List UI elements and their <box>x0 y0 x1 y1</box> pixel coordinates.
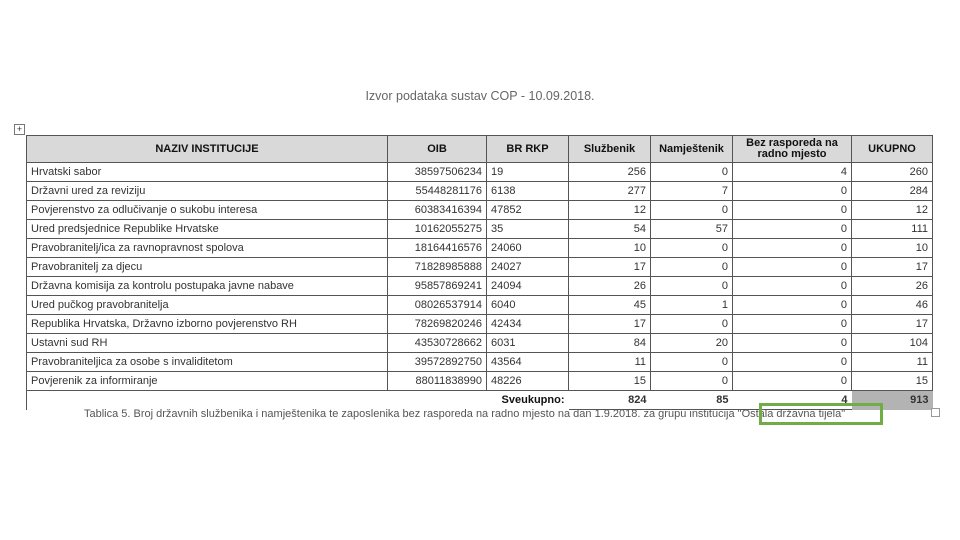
cell-sluzbenik: 256 <box>569 163 651 182</box>
data-source-note: Izvor podataka sustav COP - 10.09.2018. <box>365 89 595 103</box>
cell-sluzbenik: 54 <box>569 220 651 239</box>
cell-namjestenik: 0 <box>651 239 733 258</box>
cell-naziv: Hrvatski sabor <box>27 163 388 182</box>
cell-rkp: 6040 <box>487 296 569 315</box>
cell-rkp: 48226 <box>487 372 569 391</box>
cell-sluzbenik: 17 <box>569 315 651 334</box>
table-row <box>27 353 933 372</box>
cell-sluzbenik: 26 <box>569 277 651 296</box>
header-oib: OIB <box>388 136 487 163</box>
cell-naziv: Ustavni sud RH <box>27 334 388 353</box>
cell-bez-rasporeda: 0 <box>733 296 852 315</box>
caption-highlight-box <box>759 403 883 425</box>
cell-bez-rasporeda: 4 <box>733 163 852 182</box>
cell-naziv: Povjerenstvo za odlučivanje o sukobu interesa <box>27 201 388 220</box>
cell-sluzbenik: 277 <box>569 182 651 201</box>
cell-naziv: Pravobranitelj/ica za ravnopravnost spolova <box>27 239 388 258</box>
cell-oib: 38597506234 <box>388 163 487 182</box>
cell-oib: 10162055275 <box>388 220 487 239</box>
cell-rkp: 43564 <box>487 353 569 372</box>
cell-naziv: Republika Hrvatska, Državno izborno povjerenstvo RH <box>27 315 388 334</box>
cell-ukupno: 17 <box>852 258 933 277</box>
cell-bez-rasporeda: 0 <box>733 258 852 277</box>
total-ukupno: 913 <box>852 391 933 410</box>
cell-oib: 39572892750 <box>388 353 487 372</box>
table-row <box>27 182 933 201</box>
cell-namjestenik: 57 <box>651 220 733 239</box>
cell-naziv: Državni ured za reviziju <box>27 182 388 201</box>
cell-oib: 78269820246 <box>388 315 487 334</box>
cell-namjestenik: 0 <box>651 163 733 182</box>
table-move-handle-icon[interactable] <box>14 124 25 135</box>
cell-oib: 18164416576 <box>388 239 487 258</box>
cell-naziv: Pravobraniteljica za osobe s invaliditetom <box>27 353 388 372</box>
cell-sluzbenik: 84 <box>569 334 651 353</box>
header-bez-rasporeda: Bez rasporeda na radno mjesto <box>733 136 852 163</box>
totals-label: Sveukupno: <box>501 394 565 407</box>
cell-naziv: Povjerenik za informiranje <box>27 372 388 391</box>
cell-sluzbenik: 11 <box>569 353 651 372</box>
cell-bez-rasporeda: 0 <box>733 334 852 353</box>
cell-oib: 88011838990 <box>388 372 487 391</box>
cell-rkp: 47852 <box>487 201 569 220</box>
cell-namjestenik: 0 <box>651 315 733 334</box>
cell-bez-rasporeda: 0 <box>733 372 852 391</box>
cell-ukupno: 10 <box>852 239 933 258</box>
cell-oib: 08026537914 <box>388 296 487 315</box>
cell-bez-rasporeda: 0 <box>733 182 852 201</box>
cell-sluzbenik: 45 <box>569 296 651 315</box>
cell-bez-rasporeda: 0 <box>733 315 852 334</box>
table-row <box>27 258 933 277</box>
cell-ukupno: 26 <box>852 277 933 296</box>
header-ukupno: UKUPNO <box>852 136 933 163</box>
cell-sluzbenik: 12 <box>569 201 651 220</box>
cell-ukupno: 15 <box>852 372 933 391</box>
cell-rkp: 19 <box>487 163 569 182</box>
cell-naziv: Ured pučkog pravobranitelja <box>27 296 388 315</box>
cell-namjestenik: 7 <box>651 182 733 201</box>
cell-ukupno: 17 <box>852 315 933 334</box>
institutions-table <box>26 135 933 410</box>
cell-ukupno: 111 <box>852 220 933 239</box>
cell-namjestenik: 0 <box>651 353 733 372</box>
table-header-row <box>27 136 933 163</box>
header-rkp: BR RKP <box>487 136 569 163</box>
cell-sluzbenik: 15 <box>569 372 651 391</box>
table-row <box>27 220 933 239</box>
cell-naziv: Ured predsjednice Republike Hrvatske <box>27 220 388 239</box>
cell-ukupno: 46 <box>852 296 933 315</box>
table-row <box>27 315 933 334</box>
cell-namjestenik: 0 <box>651 258 733 277</box>
total-bez-rasporeda: 4 <box>733 391 852 410</box>
cell-bez-rasporeda: 0 <box>733 239 852 258</box>
cell-rkp: 6031 <box>487 334 569 353</box>
table-row <box>27 296 933 315</box>
cell-oib: 43530728662 <box>388 334 487 353</box>
cell-namjestenik: 0 <box>651 277 733 296</box>
cell-namjestenik: 20 <box>651 334 733 353</box>
cell-bez-rasporeda: 0 <box>733 220 852 239</box>
cell-rkp: 24094 <box>487 277 569 296</box>
cell-ukupno: 284 <box>852 182 933 201</box>
cell-rkp: 42434 <box>487 315 569 334</box>
cell-rkp: 24060 <box>487 239 569 258</box>
table-row <box>27 334 933 353</box>
table-row <box>27 277 933 296</box>
cell-sluzbenik: 17 <box>569 258 651 277</box>
cell-namjestenik: 0 <box>651 201 733 220</box>
cell-oib: 71828985888 <box>388 258 487 277</box>
table-row <box>27 239 933 258</box>
cell-rkp: 35 <box>487 220 569 239</box>
total-namjestenik: 85 <box>651 391 733 410</box>
cell-ukupno: 12 <box>852 201 933 220</box>
cell-namjestenik: 0 <box>651 372 733 391</box>
table-resize-handle-icon[interactable] <box>931 408 940 417</box>
cell-ukupno: 260 <box>852 163 933 182</box>
cell-ukupno: 104 <box>852 334 933 353</box>
cell-oib: 60383416394 <box>388 201 487 220</box>
cell-rkp: 24027 <box>487 258 569 277</box>
table-row <box>27 372 933 391</box>
header-naziv: NAZIV INSTITUCIJE <box>27 136 388 163</box>
total-sluzbenik: 824 <box>569 391 651 410</box>
cell-naziv: Pravobranitelj za djecu <box>27 258 388 277</box>
cell-namjestenik: 1 <box>651 296 733 315</box>
cell-naziv: Državna komisija za kontrolu postupaka javne nabave <box>27 277 388 296</box>
cell-oib: 55448281176 <box>388 182 487 201</box>
cell-bez-rasporeda: 0 <box>733 201 852 220</box>
cell-ukupno: 11 <box>852 353 933 372</box>
cell-oib: 95857869241 <box>388 277 487 296</box>
cell-bez-rasporeda: 0 <box>733 353 852 372</box>
table-row <box>27 163 933 182</box>
table-caption: Tablica 5. Broj državnih službenika i namještenika te zaposlenika bez rasporeda na radno mjesto na dan 1.9.2018. za grupu institucija "Ostala državna tijela" <box>84 408 846 420</box>
cell-bez-rasporeda: 0 <box>733 277 852 296</box>
header-sluzbenik: Službenik <box>569 136 651 163</box>
table-row <box>27 201 933 220</box>
cell-rkp: 6138 <box>487 182 569 201</box>
cell-sluzbenik: 10 <box>569 239 651 258</box>
header-namjestenik: Namještenik <box>651 136 733 163</box>
